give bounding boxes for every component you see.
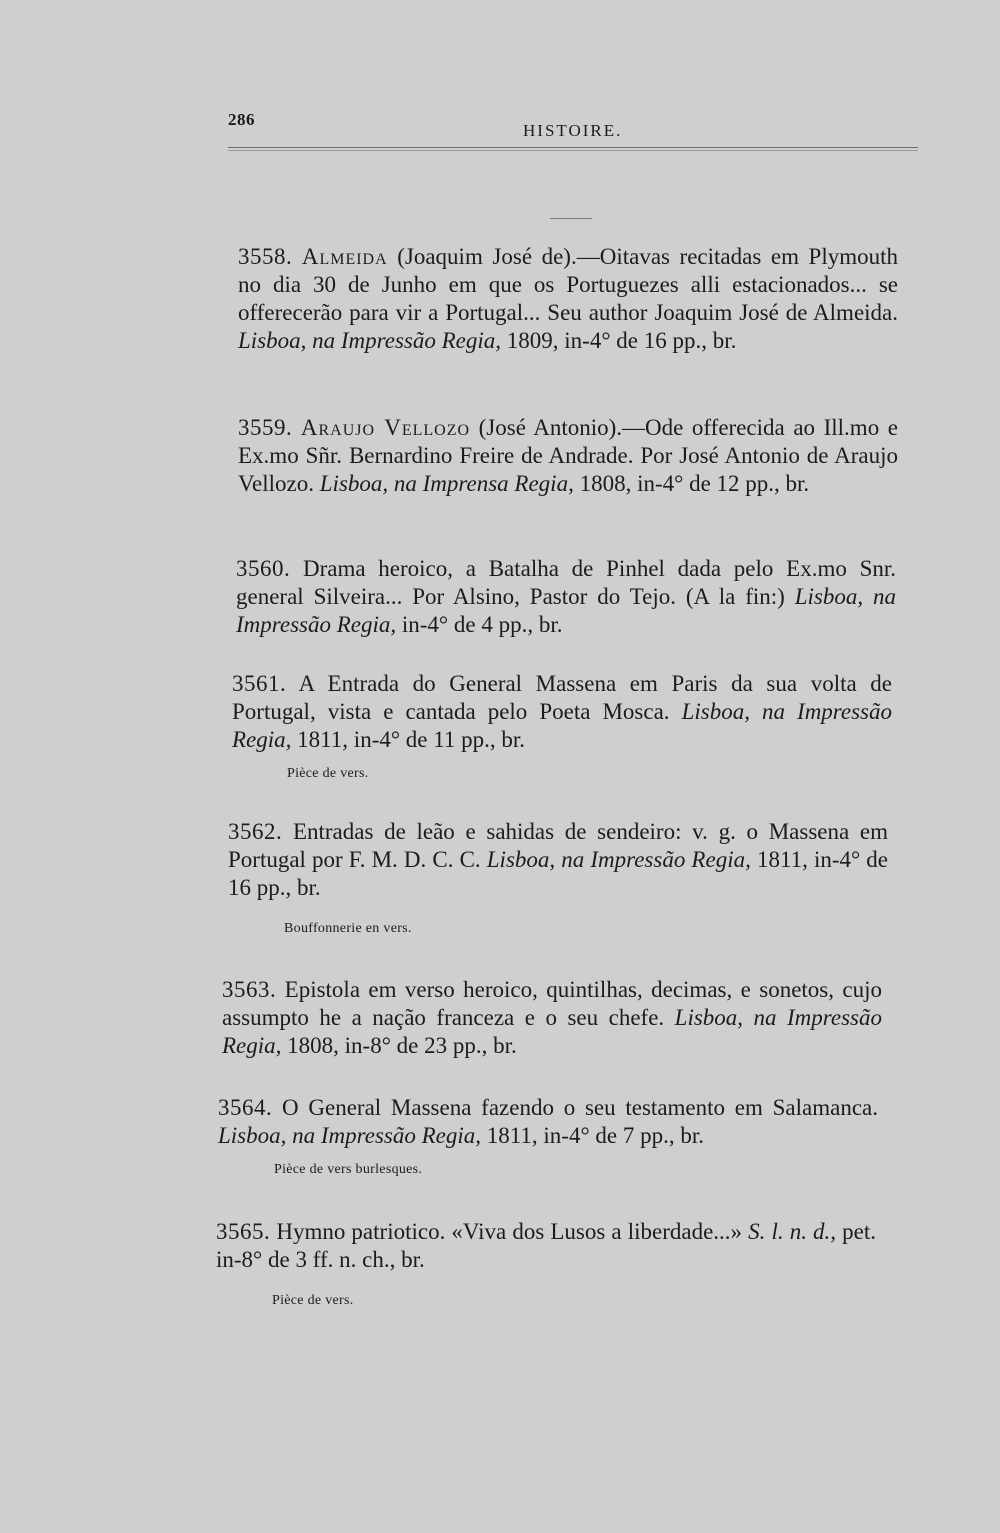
entry-3565: [216, 1218, 876, 1274]
entry-3564: [218, 1094, 878, 1150]
entry-tail: 1808, in-8° de 23 pp., br.: [281, 1033, 517, 1058]
entry-3560: [236, 555, 896, 639]
entry-number: 3561.: [232, 671, 287, 696]
entry-tail: 1808, in-4° de 12 pp., br.: [573, 471, 810, 496]
entry-3558: [238, 243, 898, 355]
entry-number: 3560.: [236, 556, 291, 581]
entry-imprint: Lisboa, na Impressão Regia,: [236, 584, 896, 637]
entry-number: 3564.: [218, 1095, 273, 1120]
entry-tail: pet. in-8° de 3 ff. n. ch., br.: [216, 1219, 877, 1272]
entry-tail: 1811, in-4° de 7 pp., br.: [481, 1123, 705, 1148]
entry-number: 3558.: [238, 244, 293, 269]
entry-3563: [222, 976, 882, 1060]
entry-note: Pièce de vers burlesques.: [274, 1162, 423, 1177]
entry-tail: 1809, in-4° de 16 pp., br.: [501, 328, 737, 353]
page-number: 286: [228, 110, 255, 129]
entry-author: Almeida: [301, 244, 388, 269]
entry-number: 3565.: [216, 1219, 271, 1244]
entry-3561: [232, 670, 892, 754]
entry-3562: [228, 818, 888, 902]
section-divider: [550, 218, 592, 219]
entry-number: 3562.: [228, 819, 283, 844]
entry-tail: in-4° de 4 pp., br.: [396, 612, 563, 637]
entry-author: Araujo Vellozo: [300, 415, 471, 440]
entry-imprint: Lisboa, na Impressão Regia,: [218, 1123, 482, 1148]
entry-number: 3559.: [238, 415, 293, 440]
entry-imprint: Lisboa, na Imprensa Regia,: [319, 471, 574, 496]
entry-text: A Entrada do General Massena em Paris da sua volta de Portugal, vista e cantada pelo Poeta Mosca.: [232, 671, 892, 724]
entry-note: Pièce de vers.: [272, 1293, 354, 1308]
entry-imprint: Lisboa, na Impressão Regia,: [238, 328, 502, 353]
entry-number: 3563.: [222, 977, 277, 1002]
entry-text: Epistola em verso heroico, quintilhas, decimas, e sonetos, cujo assumpto he a nação franceza e o seu chefe.: [222, 977, 882, 1030]
header-rule: [228, 147, 918, 151]
running-title: HISTOIRE.: [523, 121, 623, 140]
entry-note: Pièce de vers.: [287, 766, 369, 781]
entry-text: Hymno patriotico. «Viva dos Lusos a liberdade...»: [270, 1219, 749, 1244]
entry-imprint: Lisboa, na Impressão Regia,: [222, 1005, 883, 1058]
entry-note: Bouffonnerie en vers.: [284, 921, 412, 936]
entry-imprint: Lisboa, na Impressão Regia,: [232, 699, 893, 752]
entry-3559: [238, 414, 898, 498]
entry-text: O General Massena fazendo o seu testamento em Salamanca.: [272, 1095, 878, 1120]
entry-text: Entradas de leão e sahidas de sendeiro: v. g. o Massena em Portugal por F. M. D. C. C.: [228, 819, 888, 872]
entry-text: (Joaquim José de).—Oitavas recitadas em Plymouth no dia 30 de Junho em que os Portuguezes alli estacionados... se offerecerão para vir a Portugal... Seu author Joaquim José de Almeida.: [238, 244, 898, 325]
entry-tail: 1811, in-4° de 16 pp., br.: [228, 847, 889, 900]
entry-tail: 1811, in-4° de 11 pp., br.: [291, 727, 526, 752]
entry-imprint: Lisboa, na Impressão Regia,: [486, 847, 751, 872]
entry-imprint: S. l. n. d.,: [748, 1219, 837, 1244]
entry-text: (José Antonio).—Ode offerecida ao Ill.mo e Ex.mo Sñr. Bernardino Freire de Andrade. Por José Antonio de Araujo Vellozo.: [238, 415, 899, 496]
entry-text: Drama heroico, a Batalha de Pinhel dada pelo Ex.mo Snr. general Silveira... Por Alsino, Pastor do Tejo. (A la fin:): [236, 556, 896, 609]
